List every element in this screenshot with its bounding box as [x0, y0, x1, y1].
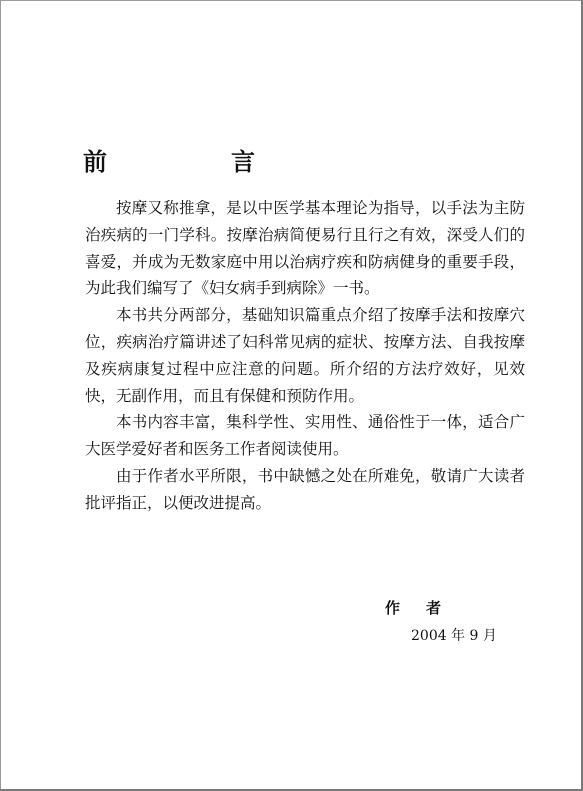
paragraph: 按摩又称推拿，是以中医学基本理论为指导，以手法为主防治疾病的一门学科。按摩治病简便易行且行之有效，深受人们的喜爱，并成为无数家庭中用以治病疗疾和防病健身的重要手段，为此我们编写了《妇女病手到病除》一书。: [85, 199, 525, 298]
page-title: 前 言: [83, 148, 305, 176]
paragraph: 本书共分两部分，基础知识篇重点介绍了按摩手法和按摩穴位，疾病治疗篇讲述了妇科常见病的症状、按摩方法、自我按摩及疾病康复过程中应注意的问题。所介绍的方法疗效好，见效快，无副作用，而且有保健和预防作用。: [85, 306, 525, 405]
paragraph: 本书内容丰富，集科学性、实用性、通俗性于一体，适合广大医学爱好者和医务工作者阅读使用。: [85, 413, 525, 459]
paragraph: 由于作者水平所限，书中缺憾之处在所难免，敬请广大读者批评指正，以便改进提高。: [85, 466, 525, 512]
preface-body: [85, 195, 525, 517]
author-signature: 作者: [385, 599, 468, 617]
date-line: 2004 年 9 月: [411, 628, 497, 644]
